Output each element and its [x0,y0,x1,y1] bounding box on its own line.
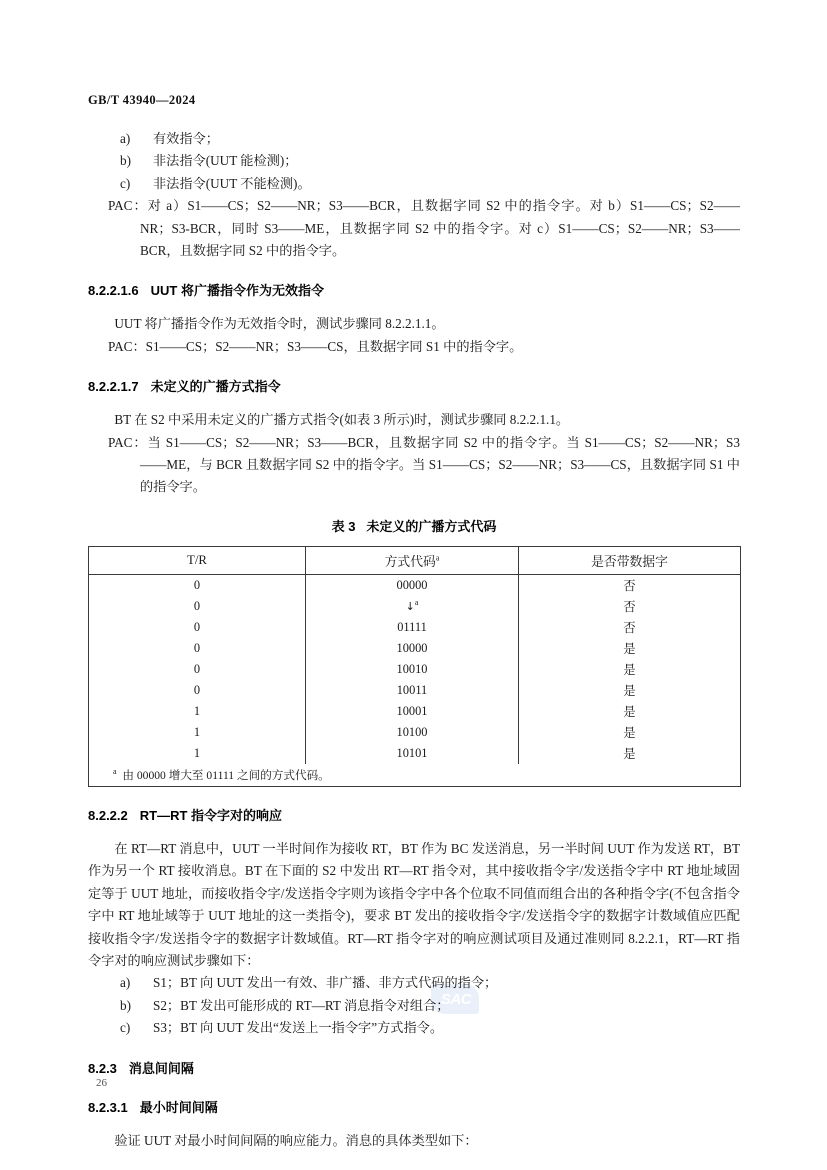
table-row [89,617,741,638]
table3-footnote-row [89,764,741,787]
cell-code: 10011 [306,680,519,701]
list-marker: c) [120,1020,131,1036]
table3-col-mode-code [306,546,519,574]
para-8-2-2-1-6-1: UUT 将广播指令作为无效指令时，测试步骤同 8.2.2.1.1。 [114,316,445,332]
table-row [89,659,741,680]
table-row [89,680,741,701]
heading-title: 未定义的广播方式指令 [150,379,281,395]
list-marker: c) [120,175,131,191]
list-marker: b) [120,153,131,169]
para-8-2-2-2-1: 在 RT—RT 消息中，UUT 一半时间作为接收 RT，BT 作为 BC 发送消息，另一半时间 UUT 作为发送 RT，BT 作为另一个 RT 接收消息。BT 在下面的 S2 中发出 RT—RT 指令对，其中接收指令字/发送指令字中 RT 地址域固定等于 UUT 地址，而接收指令字/发送指令字则为该指令字中各个位取不同值而组合出的各种指令字(不包含指令字中 RT 地址域等于 UUT 地址的这一类指令)，要求 BT 发出的接收指令字/发送指令字的数据字计数域值应匹配接收指令字/发送指令字的数据字计数域值。RT—RT 指令字对的响应测试项目及通过准则同 8.2.2.1，RT—RT 指令字对的响应测试步骤如下： [88,840,740,968]
para-8-2-2-1-7-1: BT 在 S2 中采用未定义的广播方式指令(如表 3 所示)时，测试步骤同 8.2.2.1.1。 [114,412,570,428]
table3-col-mode-code-label: 方式代码 [384,554,436,569]
list-item-label: 非法指令(UUT 能检测)； [153,153,298,169]
top-pac-paragraph: PAC：对 a）S1——CS；S2——NR；S3——BCR，且数据字同 S2 中的指令字。对 b）S1——CS；S2——NR；S3-BCR，同时 S3——ME，且数据字同 S2 中的指令字。对 c）S1——CS；S2——NR；S3——BCR，且数据字同 S2 中的指令字。 [108,198,740,259]
table-row [89,596,741,617]
cell-data-word: 否 [519,596,741,617]
table-row [89,574,741,596]
steps-8-2-2-2 [88,972,740,1039]
cell-tr: 0 [89,659,306,680]
heading-number: 8.2.2.1.6 [88,283,139,299]
cell-tr: 1 [89,722,306,743]
footnote-marker: a [414,597,419,607]
table3-footnote [89,764,741,787]
cell-data-word: 是 [519,659,741,680]
table3-body [89,574,741,786]
para-8-2-3-1-1: 验证 UUT 对最小时间间隔的响应能力。消息的具体类型如下： [114,1132,478,1148]
para-8-2-2-1-6-2: PAC：S1——CS；S2——NR；S3——CS，且数据字同 S1 中的指令字。 [108,338,523,354]
list-marker: a) [120,975,131,991]
cell-tr: 0 [89,617,306,638]
cell-data-word: 是 [519,722,741,743]
list-item-label: S1；BT 向 UUT 发出一有效、非广播、非方式代码的指令； [153,975,498,991]
heading-title: UUT 将广播指令作为无效指令 [150,283,324,299]
page-content [88,128,740,1152]
list-item-label: 有效指令； [153,131,219,146]
cell-tr: 0 [89,638,306,659]
cell-tr: 0 [89,574,306,596]
footnote-marker: a [113,767,117,777]
cell-data-word: 是 [519,743,741,764]
list-item [88,173,740,195]
cell-tr: 1 [89,743,306,764]
table3-caption-label: 表 3 [331,518,356,534]
cell-code: 10101 [306,743,519,764]
heading-title: 最小时间间隔 [139,1099,218,1115]
table3-footnote-text: 由 00000 增大至 01111 之间的方式代码。 [122,768,330,782]
list-item [88,972,740,994]
cell-code: 10001 [306,701,519,722]
table-row [89,722,741,743]
list-marker: a) [120,131,131,146]
page-number: 26 [96,1077,107,1089]
list-marker: b) [120,997,131,1013]
heading-title: 消息间间隔 [128,1060,194,1076]
heading-number: 8.2.2.1.7 [88,379,139,395]
down-arrow-icon: ↓ [405,599,415,613]
cell-tr: 1 [89,701,306,722]
running-header: GB/T 43940—2024 [88,93,196,107]
cell-code: 01111 [306,617,519,638]
table3-col-tr: T/R [89,546,306,574]
table3-col-data-word: 是否带数据字 [519,546,741,574]
table3-header [89,546,741,574]
cell-tr: 0 [89,680,306,701]
heading-number: 8.2.2.2 [88,807,128,823]
list-item [88,995,740,1017]
cell-code [306,596,519,617]
heading-title: RT—RT 指令字对的响应 [139,807,283,823]
heading-8-2-3-1 [88,1098,740,1118]
table3 [88,546,741,787]
cell-data-word: 否 [519,617,741,638]
list-item [88,128,740,150]
heading-8-2-2-1-7 [88,377,740,397]
cell-code: 10000 [306,638,519,659]
list-item-label: S2；BT 发出可能形成的 RT—RT 消息指令对组合； [153,997,450,1013]
heading-8-2-2-2 [88,806,740,826]
list-item [88,1017,740,1039]
heading-number: 8.2.3 [88,1060,117,1076]
cell-data-word: 是 [519,680,741,701]
heading-8-2-3 [88,1059,740,1079]
top-list [88,128,740,195]
cell-code: 10010 [306,659,519,680]
table-row [89,743,741,764]
footnote-marker: a [435,553,440,563]
list-item [88,150,740,172]
table3-caption-title: 未定义的广播方式代码 [366,518,497,534]
heading-8-2-2-1-6 [88,281,740,301]
cell-data-word: 是 [519,701,741,722]
cell-data-word: 是 [519,638,741,659]
cell-tr: 0 [89,596,306,617]
cell-data-word: 否 [519,574,741,596]
cell-code: 10100 [306,722,519,743]
para-8-2-2-1-7-2: PAC：当 S1——CS；S2——NR；S3——BCR，且数据字同 S2 中的指令字。当 S1——CS；S2——NR；S3——ME，与 BCR 且数据字同 S2 中的指令字。当 S1——CS；S2——NR；S3——CS，且数据字同 S1 中的指令字。 [108,434,740,495]
cell-code: 00000 [306,574,519,596]
list-item-label: S3；BT 向 UUT 发出“发送上一指令字”方式指令。 [153,1020,444,1036]
heading-number: 8.2.3.1 [88,1099,128,1115]
table-row [89,701,741,722]
table3-caption [88,516,740,535]
table-header-row [89,546,741,574]
watermark-label: SAC [440,990,472,1008]
table-row [89,638,741,659]
list-item-label: 非法指令(UUT 不能检测)。 [153,175,311,191]
